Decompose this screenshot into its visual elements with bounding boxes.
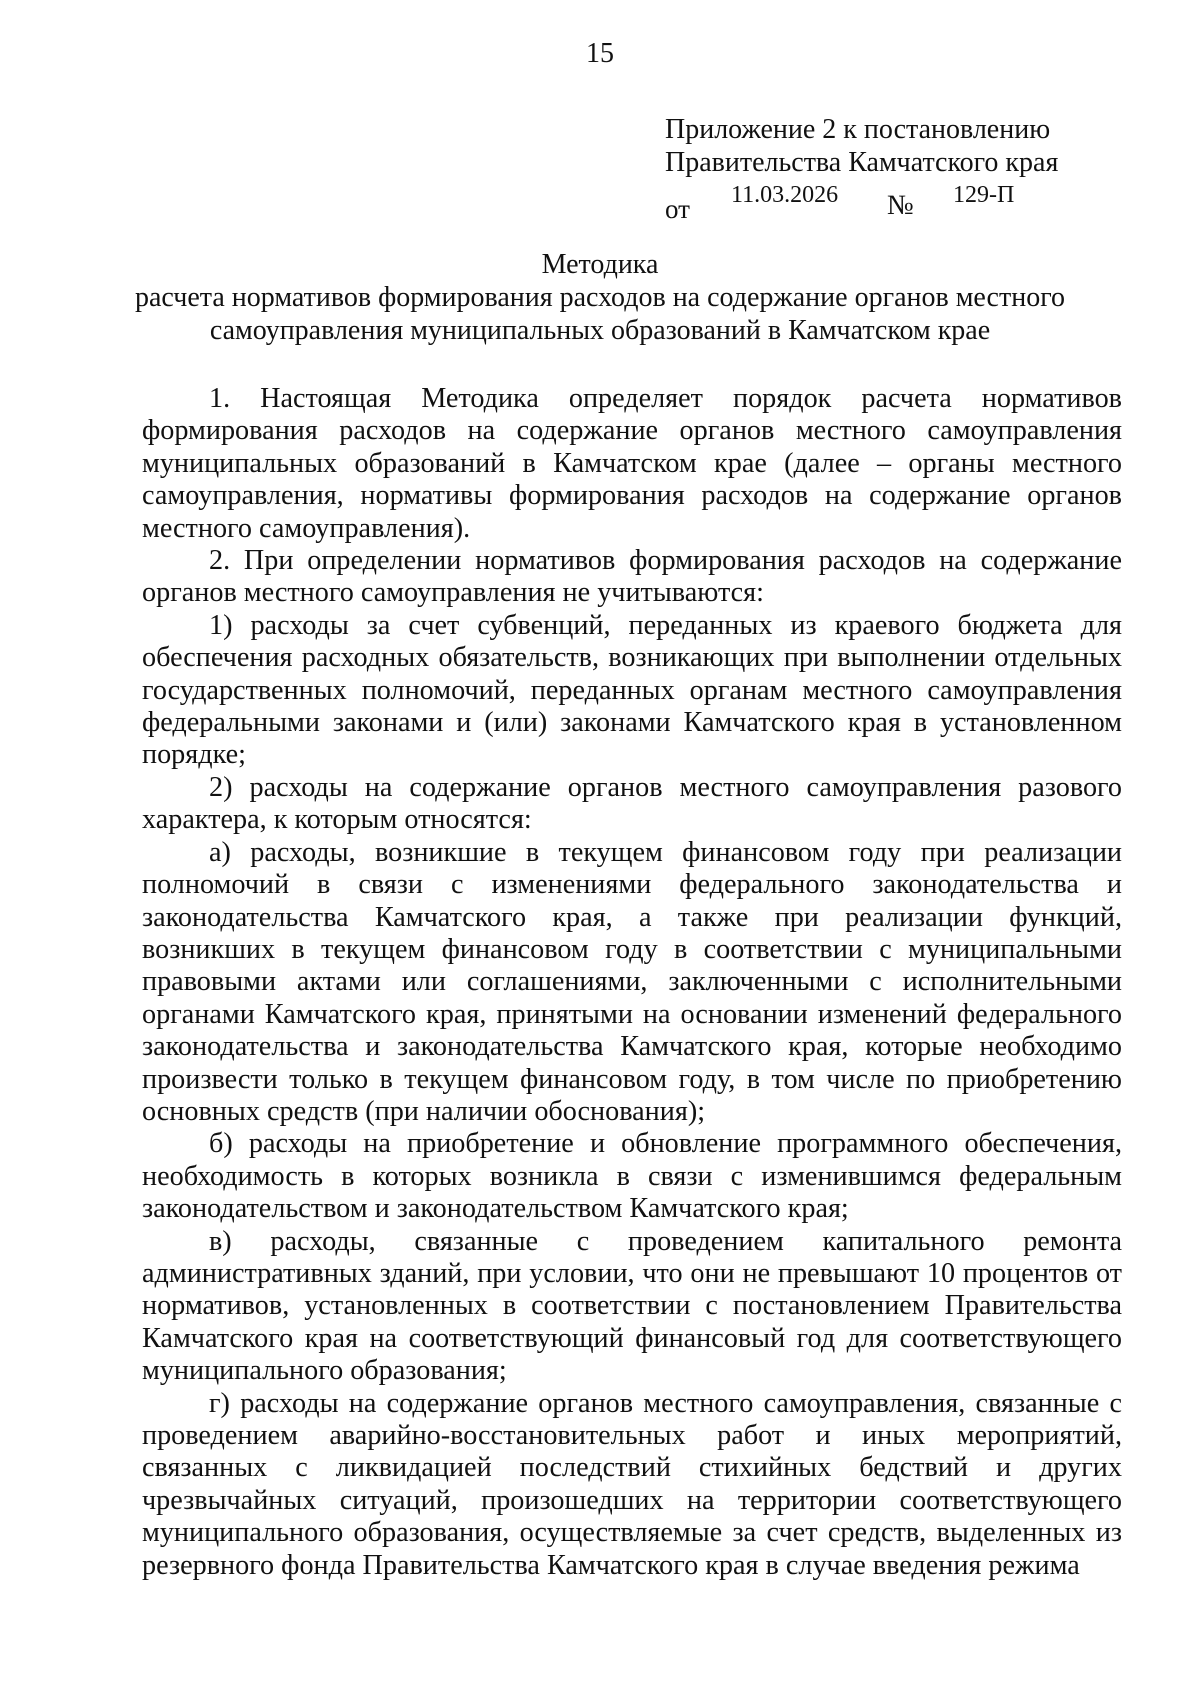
- paragraph: г) расходы на содержание органов местного самоуправления, связанные с проведением аварийно-восстановительных работ и иных мероприятий, связанных с ликвидацией последствий стихийных бедствий и других чрезвычайных ситуаций, произошедших на территории соответствующего муниципального образования, осуществляемые за счет средств, выделенных из резервного фонда Правительства Камчатского края в случае введения режима: [142, 1387, 1122, 1581]
- date-label: от: [665, 194, 690, 224]
- appendix-date-row: [665, 179, 1085, 224]
- title-line-1: Методика: [541, 249, 659, 280]
- title-line-2: расчета нормативов формирования расходов на содержание органов местного: [135, 282, 1065, 313]
- number-sign: №: [887, 190, 914, 221]
- paragraph: 1. Настоящая Методика определяет порядок расчета нормативов формирования расходов на содержание органов местного самоуправления муниципальных образований в Камчатском крае (далее – органы местного самоуправления, нормативы формирования расходов на содержание органов местного самоуправления).: [142, 383, 1122, 544]
- appendix-line-2: Правительства Камчатского края: [665, 147, 1059, 178]
- appendix-line-1: Приложение 2 к постановлению: [665, 114, 1051, 145]
- title-line-3: самоуправления муниципальных образований в Камчатском крае: [209, 315, 991, 346]
- paragraph: 1) расходы за счет субвенций, переданных из краевого бюджета для обеспечения расходных обязательств, возникающих при выполнении отдельных государственных полномочий, переданных органам местного самоуправления федеральными законами и (или) законами Камчатского края в установленном порядке;: [142, 609, 1122, 771]
- paragraph: в) расходы, связанные с проведением капитального ремонта административных зданий, при условии, что они не превышают 10 процентов от нормативов, установленных в соответствии с постановлением Правительства Камчатского края на соответствующий финансовый год для соответствующего муниципального образования;: [142, 1225, 1122, 1387]
- paragraph: а) расходы, возникшие в текущем финансовом году при реализации полномочий в связи с изменениями федерального законодательства и законодательства Камчатского края, а также при реализации функций, возникших в текущем финансовом году в соответствии с муниципальными правовыми актами или соглашениями, заключенными с исполнительными органами Камчатского края, принятыми на основании изменений федерального законодательства и законодательства Камчатского края, которые необходимо произвести только в текущем финансовом году, в том числе по приобретению основных средств (при наличии обоснования);: [142, 836, 1122, 1127]
- paragraph: б) расходы на приобретение и обновление программного обеспечения, необходимость в которых возникла в связи с изменившимся федеральным законодательством и законодательством Камчатского края;: [142, 1128, 1122, 1225]
- paragraph: 2) расходы на содержание органов местного самоуправления разового характера, к которым относятся:: [142, 771, 1122, 836]
- number-value: 129-П: [953, 182, 1015, 208]
- document-title: [100, 248, 1100, 347]
- paragraph: 2. При определении нормативов формирования расходов на содержание органов местного самоуправления не учитываются:: [142, 545, 1122, 609]
- document-body: [142, 383, 1122, 1582]
- appendix-header: [665, 113, 1085, 224]
- date-value: 11.03.2026: [731, 182, 839, 208]
- page-number: 15: [586, 38, 614, 69]
